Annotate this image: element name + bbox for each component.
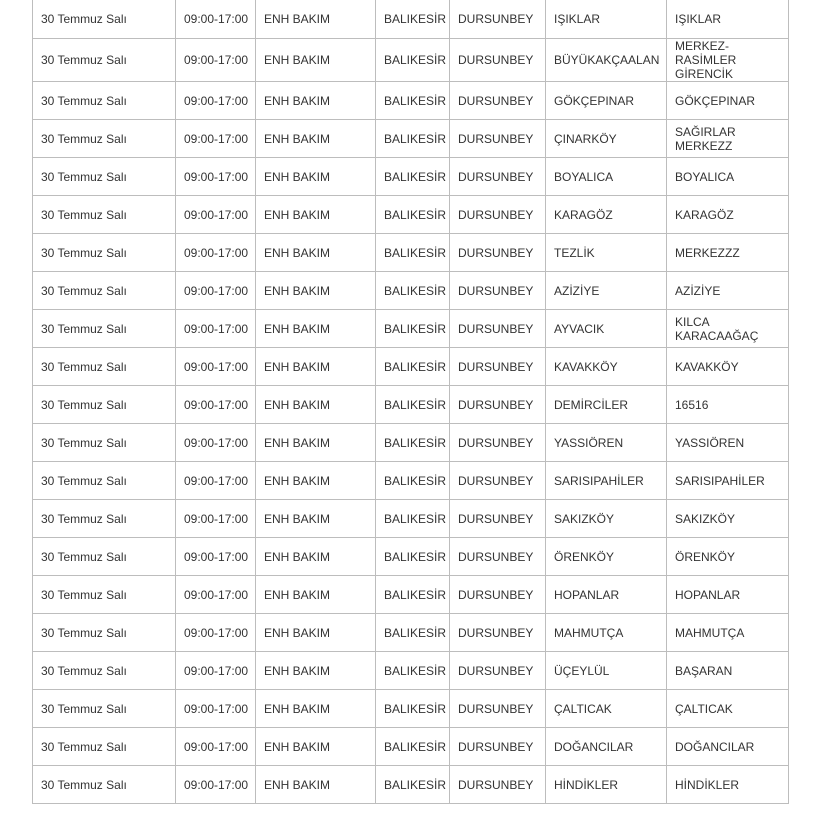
time-cell: 09:00-17:00	[176, 348, 256, 386]
area-cell: GÖKÇEPINAR	[667, 82, 789, 120]
table-row	[33, 0, 789, 39]
table-row	[33, 652, 789, 690]
neighborhood-cell: HİNDİKLER	[546, 766, 667, 804]
work-type-cell: ENH BAKIM	[256, 500, 376, 538]
district-cell: DURSUNBEY	[450, 462, 546, 500]
outage-schedule-table	[32, 0, 789, 804]
neighborhood-cell: AZİZİYE	[546, 272, 667, 310]
table-row	[33, 386, 789, 424]
time-cell: 09:00-17:00	[176, 690, 256, 728]
province-cell: BALIKESİR	[376, 386, 450, 424]
province-cell: BALIKESİR	[376, 310, 450, 348]
date-cell: 30 Temmuz Salı	[33, 348, 176, 386]
date-cell: 30 Temmuz Salı	[33, 424, 176, 462]
time-cell: 09:00-17:00	[176, 120, 256, 158]
table-row	[33, 158, 789, 196]
date-cell: 30 Temmuz Salı	[33, 500, 176, 538]
district-cell: DURSUNBEY	[450, 82, 546, 120]
district-cell: DURSUNBEY	[450, 39, 546, 82]
neighborhood-cell: ÇINARKÖY	[546, 120, 667, 158]
neighborhood-cell: HOPANLAR	[546, 576, 667, 614]
district-cell: DURSUNBEY	[450, 500, 546, 538]
area-cell: SAKIZKÖY	[667, 500, 789, 538]
neighborhood-cell: SAKIZKÖY	[546, 500, 667, 538]
district-cell: DURSUNBEY	[450, 310, 546, 348]
date-cell: 30 Temmuz Salı	[33, 196, 176, 234]
neighborhood-cell: ÖRENKÖY	[546, 538, 667, 576]
neighborhood-cell: DOĞANCILAR	[546, 728, 667, 766]
province-cell: BALIKESİR	[376, 614, 450, 652]
neighborhood-cell: YASSIÖREN	[546, 424, 667, 462]
date-cell: 30 Temmuz Salı	[33, 158, 176, 196]
neighborhood-cell: MAHMUTÇA	[546, 614, 667, 652]
area-cell: KILCA KARACAAĞAÇ	[667, 310, 789, 348]
province-cell: BALIKESİR	[376, 82, 450, 120]
time-cell: 09:00-17:00	[176, 234, 256, 272]
date-cell: 30 Temmuz Salı	[33, 652, 176, 690]
area-cell: SARISIPAHİLER	[667, 462, 789, 500]
neighborhood-cell: AYVACIK	[546, 310, 667, 348]
date-cell: 30 Temmuz Salı	[33, 120, 176, 158]
area-cell: MAHMUTÇA	[667, 614, 789, 652]
province-cell: BALIKESİR	[376, 690, 450, 728]
time-cell: 09:00-17:00	[176, 538, 256, 576]
time-cell: 09:00-17:00	[176, 386, 256, 424]
time-cell: 09:00-17:00	[176, 310, 256, 348]
province-cell: BALIKESİR	[376, 120, 450, 158]
area-cell: ÖRENKÖY	[667, 538, 789, 576]
district-cell: DURSUNBEY	[450, 576, 546, 614]
area-cell: HOPANLAR	[667, 576, 789, 614]
province-cell: BALIKESİR	[376, 538, 450, 576]
date-cell: 30 Temmuz Salı	[33, 0, 176, 39]
district-cell: DURSUNBEY	[450, 386, 546, 424]
table-body	[33, 0, 789, 804]
area-cell: YASSIÖREN	[667, 424, 789, 462]
table-row	[33, 39, 789, 82]
table-row	[33, 424, 789, 462]
table-row	[33, 614, 789, 652]
time-cell: 09:00-17:00	[176, 766, 256, 804]
neighborhood-cell: SARISIPAHİLER	[546, 462, 667, 500]
work-type-cell: ENH BAKIM	[256, 728, 376, 766]
district-cell: DURSUNBEY	[450, 158, 546, 196]
time-cell: 09:00-17:00	[176, 462, 256, 500]
province-cell: BALIKESİR	[376, 234, 450, 272]
province-cell: BALIKESİR	[376, 576, 450, 614]
date-cell: 30 Temmuz Salı	[33, 614, 176, 652]
province-cell: BALIKESİR	[376, 500, 450, 538]
province-cell: BALIKESİR	[376, 196, 450, 234]
table-row	[33, 728, 789, 766]
table-row	[33, 82, 789, 120]
table-row	[33, 576, 789, 614]
neighborhood-cell: ÜÇEYLÜL	[546, 652, 667, 690]
time-cell: 09:00-17:00	[176, 424, 256, 462]
province-cell: BALIKESİR	[376, 158, 450, 196]
district-cell: DURSUNBEY	[450, 348, 546, 386]
time-cell: 09:00-17:00	[176, 652, 256, 690]
work-type-cell: ENH BAKIM	[256, 120, 376, 158]
work-type-cell: ENH BAKIM	[256, 158, 376, 196]
work-type-cell: ENH BAKIM	[256, 652, 376, 690]
area-cell: DOĞANCILAR	[667, 728, 789, 766]
area-cell: SAĞIRLAR MERKEZZ	[667, 120, 789, 158]
province-cell: BALIKESİR	[376, 0, 450, 39]
district-cell: DURSUNBEY	[450, 728, 546, 766]
neighborhood-cell: ÇALTICAK	[546, 690, 667, 728]
table-row	[33, 500, 789, 538]
work-type-cell: ENH BAKIM	[256, 462, 376, 500]
table-row	[33, 348, 789, 386]
district-cell: DURSUNBEY	[450, 196, 546, 234]
district-cell: DURSUNBEY	[450, 0, 546, 39]
area-cell: MERKEZ- RASİMLER GİRENCİK	[667, 39, 789, 82]
date-cell: 30 Temmuz Salı	[33, 690, 176, 728]
neighborhood-cell: DEMİRCİLER	[546, 386, 667, 424]
area-cell: BOYALICA	[667, 158, 789, 196]
work-type-cell: ENH BAKIM	[256, 576, 376, 614]
time-cell: 09:00-17:00	[176, 500, 256, 538]
time-cell: 09:00-17:00	[176, 82, 256, 120]
area-cell: ÇALTICAK	[667, 690, 789, 728]
work-type-cell: ENH BAKIM	[256, 538, 376, 576]
district-cell: DURSUNBEY	[450, 614, 546, 652]
date-cell: 30 Temmuz Salı	[33, 728, 176, 766]
area-cell: AZİZİYE	[667, 272, 789, 310]
work-type-cell: ENH BAKIM	[256, 39, 376, 82]
time-cell: 09:00-17:00	[176, 196, 256, 234]
neighborhood-cell: KAVAKKÖY	[546, 348, 667, 386]
neighborhood-cell: KARAGÖZ	[546, 196, 667, 234]
province-cell: BALIKESİR	[376, 652, 450, 690]
work-type-cell: ENH BAKIM	[256, 386, 376, 424]
date-cell: 30 Temmuz Salı	[33, 538, 176, 576]
date-cell: 30 Temmuz Salı	[33, 234, 176, 272]
table-row	[33, 766, 789, 804]
work-type-cell: ENH BAKIM	[256, 0, 376, 39]
time-cell: 09:00-17:00	[176, 39, 256, 82]
date-cell: 30 Temmuz Salı	[33, 576, 176, 614]
district-cell: DURSUNBEY	[450, 766, 546, 804]
area-cell: KARAGÖZ	[667, 196, 789, 234]
date-cell: 30 Temmuz Salı	[33, 766, 176, 804]
neighborhood-cell: TEZLİK	[546, 234, 667, 272]
date-cell: 30 Temmuz Salı	[33, 272, 176, 310]
province-cell: BALIKESİR	[376, 39, 450, 82]
time-cell: 09:00-17:00	[176, 614, 256, 652]
time-cell: 09:00-17:00	[176, 0, 256, 39]
district-cell: DURSUNBEY	[450, 424, 546, 462]
province-cell: BALIKESİR	[376, 728, 450, 766]
neighborhood-cell: BOYALICA	[546, 158, 667, 196]
table-row	[33, 690, 789, 728]
time-cell: 09:00-17:00	[176, 728, 256, 766]
area-cell: HİNDİKLER	[667, 766, 789, 804]
table-row	[33, 310, 789, 348]
district-cell: DURSUNBEY	[450, 538, 546, 576]
work-type-cell: ENH BAKIM	[256, 690, 376, 728]
area-cell: BAŞARAN	[667, 652, 789, 690]
work-type-cell: ENH BAKIM	[256, 766, 376, 804]
neighborhood-cell: GÖKÇEPINAR	[546, 82, 667, 120]
table-row	[33, 538, 789, 576]
district-cell: DURSUNBEY	[450, 652, 546, 690]
date-cell: 30 Temmuz Salı	[33, 462, 176, 500]
area-cell: MERKEZZZ	[667, 234, 789, 272]
work-type-cell: ENH BAKIM	[256, 310, 376, 348]
table-row	[33, 272, 789, 310]
table-row	[33, 196, 789, 234]
work-type-cell: ENH BAKIM	[256, 234, 376, 272]
province-cell: BALIKESİR	[376, 272, 450, 310]
area-cell: KAVAKKÖY	[667, 348, 789, 386]
time-cell: 09:00-17:00	[176, 272, 256, 310]
province-cell: BALIKESİR	[376, 424, 450, 462]
district-cell: DURSUNBEY	[450, 272, 546, 310]
area-cell: IŞIKLAR	[667, 0, 789, 39]
district-cell: DURSUNBEY	[450, 120, 546, 158]
work-type-cell: ENH BAKIM	[256, 424, 376, 462]
date-cell: 30 Temmuz Salı	[33, 310, 176, 348]
province-cell: BALIKESİR	[376, 348, 450, 386]
work-type-cell: ENH BAKIM	[256, 348, 376, 386]
work-type-cell: ENH BAKIM	[256, 272, 376, 310]
time-cell: 09:00-17:00	[176, 576, 256, 614]
date-cell: 30 Temmuz Salı	[33, 39, 176, 82]
date-cell: 30 Temmuz Salı	[33, 386, 176, 424]
work-type-cell: ENH BAKIM	[256, 614, 376, 652]
table-row	[33, 234, 789, 272]
district-cell: DURSUNBEY	[450, 234, 546, 272]
work-type-cell: ENH BAKIM	[256, 196, 376, 234]
province-cell: BALIKESİR	[376, 462, 450, 500]
work-type-cell: ENH BAKIM	[256, 82, 376, 120]
neighborhood-cell: IŞIKLAR	[546, 0, 667, 39]
province-cell: BALIKESİR	[376, 766, 450, 804]
area-cell: 16516	[667, 386, 789, 424]
date-cell: 30 Temmuz Salı	[33, 82, 176, 120]
time-cell: 09:00-17:00	[176, 158, 256, 196]
table-row	[33, 120, 789, 158]
table-row	[33, 462, 789, 500]
district-cell: DURSUNBEY	[450, 690, 546, 728]
neighborhood-cell: BÜYÜKAKÇAALAN	[546, 39, 667, 82]
